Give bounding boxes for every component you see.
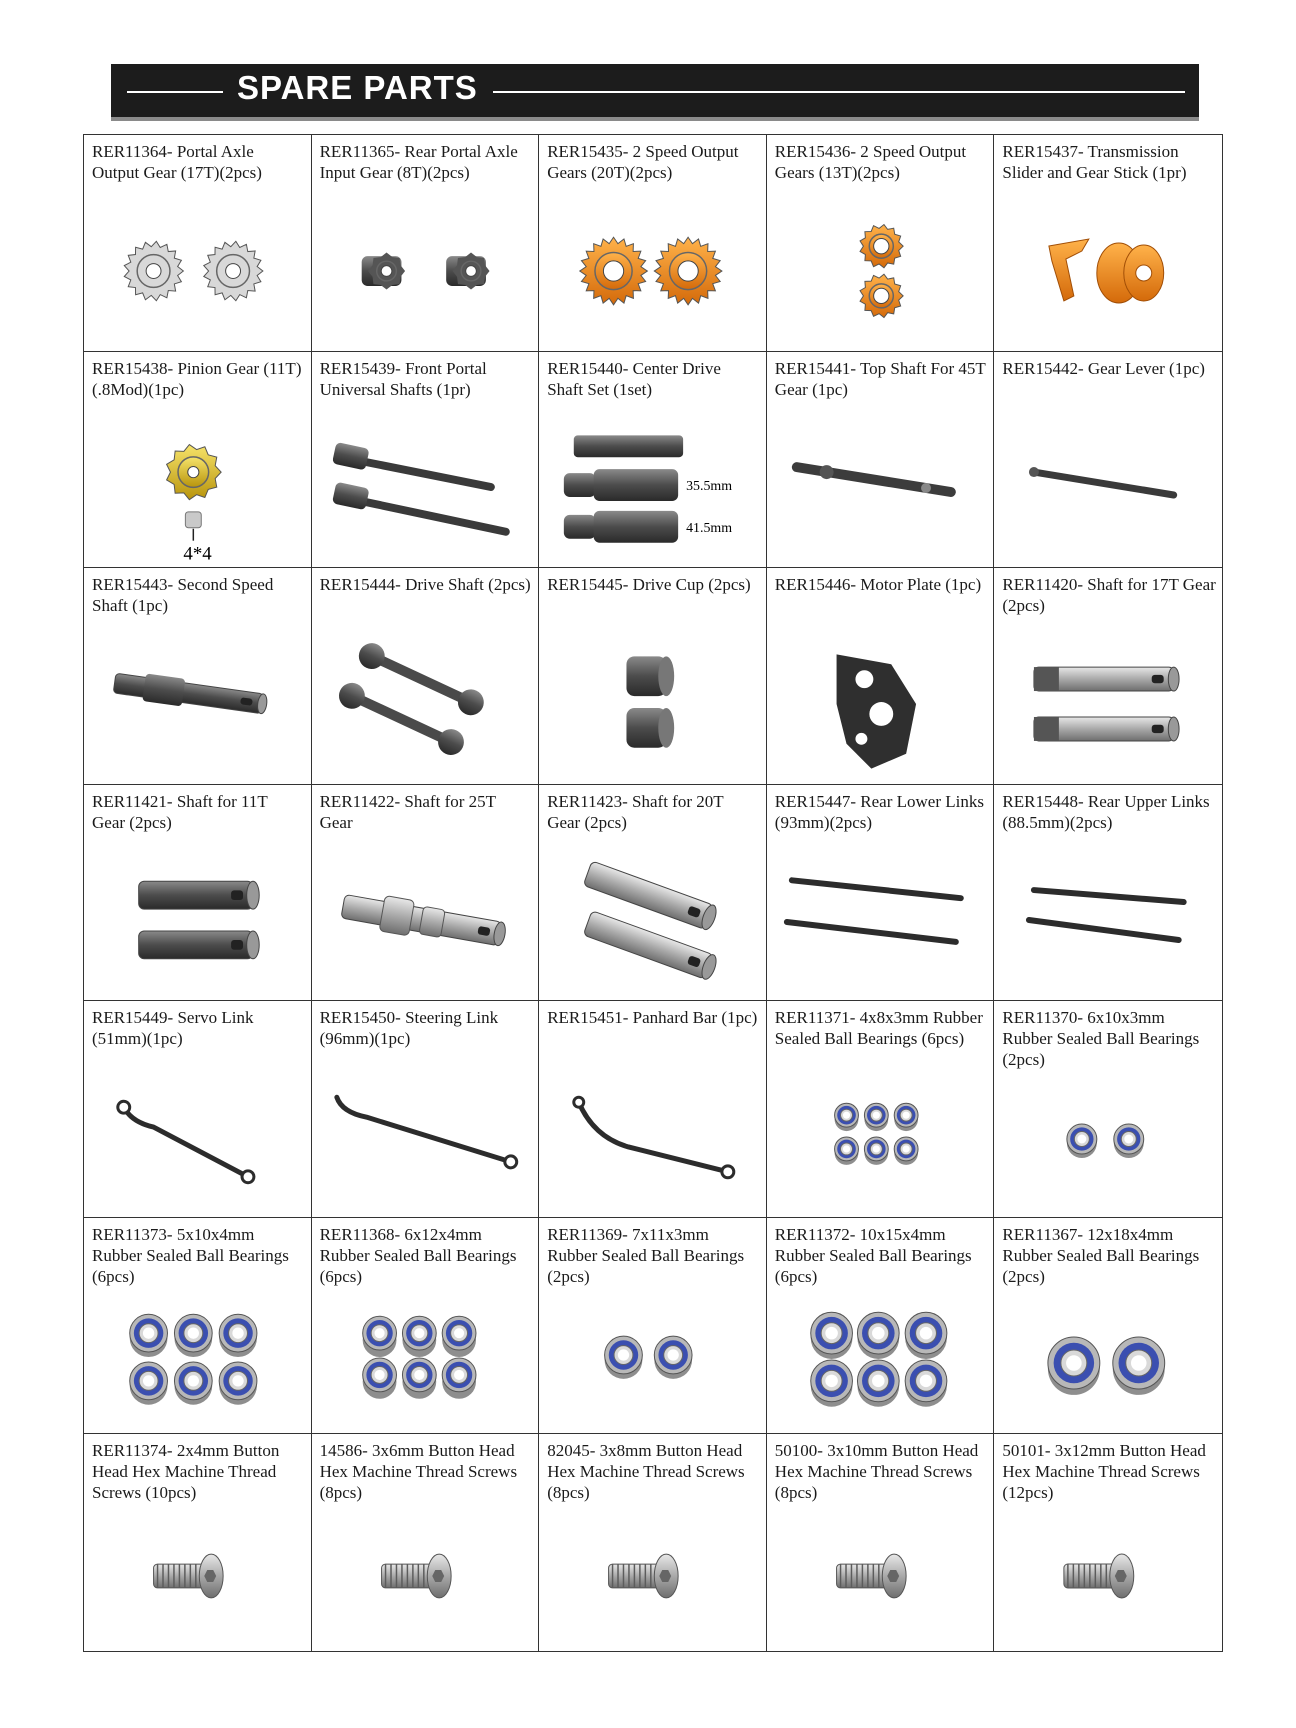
part-label: 14586- 3x6mm Button Head Hex Machine Thread Screws (8pcs) <box>319 1441 518 1503</box>
part-label: RER11364- Portal Axle Output Gear (17T)(2pcs) <box>92 142 262 182</box>
part-label: RER15446- Motor Plate (1pc) <box>774 575 982 595</box>
dogbone-drive-shaft-pair-icon <box>312 634 539 784</box>
part-cell <box>767 568 995 785</box>
part-cell <box>84 135 312 352</box>
part-cell <box>84 568 312 785</box>
steering-link-icon <box>312 1067 539 1217</box>
part-cell <box>539 1218 767 1435</box>
bearing-set-6-icon <box>84 1283 311 1433</box>
center-drive-shaft-set-icon <box>539 417 766 567</box>
part-cell <box>312 1434 540 1651</box>
part-cell <box>539 135 767 352</box>
part-cell <box>312 1218 540 1435</box>
part-label: RER15438- Pinion Gear (11T)(.8Mod)(1pc) <box>92 358 302 399</box>
page-title: SPARE PARTS <box>237 69 478 106</box>
part-label: RER15450- Steering Link (96mm)(1pc) <box>319 1008 499 1049</box>
part-label: RER15442- Gear Lever (1pc) <box>1002 358 1205 378</box>
motor-plate-icon <box>767 634 994 784</box>
part-label: RER15449- Servo Link (51mm)(1pc) <box>92 1008 254 1049</box>
part-cell <box>84 785 312 1002</box>
link-pair-short-icon <box>994 850 1222 1000</box>
part-label: RER15439- Front Portal Universal Shafts (1pr) <box>319 358 487 399</box>
part-label: RER11422- Shaft for 25T Gear <box>319 791 496 832</box>
silver-gear-pair-icon <box>84 201 311 351</box>
part-label: RER11421- Shaft for 11T Gear (2pcs) <box>92 791 268 832</box>
part-cell <box>312 135 540 352</box>
bearing-set-2-large-icon <box>994 1283 1222 1433</box>
spare-parts-banner <box>111 64 1199 117</box>
part-label: RER11370- 6x10x3mm Rubber Sealed Ball Bearings (2pcs) <box>1002 1008 1200 1070</box>
parts-grid <box>83 134 1223 1652</box>
part-label: RER15435- 2 Speed Output Gears (20T)(2pcs) <box>547 142 739 182</box>
bearing-set-6-thick-icon <box>312 1283 539 1433</box>
part-label: RER15436- 2 Speed Output Gears (13T)(2pcs) <box>774 142 967 182</box>
dark-shaft-pair-icon <box>84 850 311 1000</box>
button-head-screw-icon <box>84 1501 311 1651</box>
part-cell <box>994 1434 1222 1651</box>
bearing-set-6-large-icon <box>767 1283 994 1433</box>
part-label: RER15444- Drive Shaft (2pcs) <box>319 575 531 595</box>
part-cell <box>994 785 1222 1002</box>
button-head-screw-icon <box>767 1501 994 1651</box>
part-cell <box>767 1001 995 1218</box>
part-cell <box>994 1001 1222 1218</box>
part-label: RER11367- 12x18x4mm Rubber Sealed Ball Bearings (2pcs) <box>1002 1224 1200 1286</box>
part-label: RER11373- 5x10x4mm Rubber Sealed Ball Bearings (6pcs) <box>92 1224 289 1286</box>
part-cell <box>84 1001 312 1218</box>
link-pair-long-icon <box>767 850 994 1000</box>
part-cell <box>994 568 1222 785</box>
part-cell <box>767 1434 995 1651</box>
part-label: RER11374- 2x4mm Button Head Hex Machine Thread Screws (10pcs) <box>92 1441 280 1503</box>
panhard-bar-icon <box>539 1067 766 1217</box>
button-head-screw-icon <box>539 1501 766 1651</box>
part-cell <box>312 568 540 785</box>
gear-lever-icon <box>994 417 1222 567</box>
part-label: 50100- 3x10mm Button Head Hex Machine Thread Screws (8pcs) <box>774 1441 979 1503</box>
part-cell <box>767 352 995 569</box>
second-speed-shaft-icon <box>84 634 311 784</box>
dark-gear-pair-icon <box>312 201 539 351</box>
part-label: 82045- 3x8mm Button Head Hex Machine Thread Screws (8pcs) <box>547 1441 745 1503</box>
part-cell <box>539 785 767 1002</box>
silver-stepped-shaft-icon <box>312 850 539 1000</box>
part-label: RER11368- 6x12x4mm Rubber Sealed Ball Bearings (6pcs) <box>319 1224 517 1286</box>
part-cell <box>84 352 312 569</box>
part-label: RER15451- Panhard Bar (1pc) <box>547 1008 758 1028</box>
bearing-set-2-icon <box>539 1283 766 1433</box>
part-cell <box>84 1218 312 1435</box>
part-label: 50101- 3x12mm Button Head Hex Machine Thread Screws (12pcs) <box>1002 1441 1206 1503</box>
part-label: RER11420- Shaft for 17T Gear (2pcs) <box>1002 575 1216 616</box>
button-head-screw-icon <box>312 1501 539 1651</box>
dimension-label: 41.5mm <box>686 520 733 536</box>
orange-gear-pair-icon <box>539 201 766 351</box>
part-cell <box>539 1001 767 1218</box>
part-cell <box>84 1434 312 1651</box>
bearing-set-2-small-icon <box>994 1067 1222 1217</box>
part-cell <box>994 1218 1222 1435</box>
part-cell <box>767 135 995 352</box>
silver-shaft-pair-icon <box>994 634 1222 784</box>
orange-small-gear-stack-icon <box>767 201 994 351</box>
banner-rule-left <box>127 91 223 93</box>
part-label: RER11423- Shaft for 20T Gear (2pcs) <box>547 791 724 832</box>
part-label: RER11369- 7x11x3mm Rubber Sealed Ball Bearings (2pcs) <box>547 1224 745 1286</box>
part-label: RER11365- Rear Portal Axle Input Gear (8T)(2pcs) <box>319 142 518 182</box>
part-cell <box>539 352 767 569</box>
part-label: RER15443- Second Speed Shaft (1pc) <box>92 575 274 616</box>
part-cell <box>539 1434 767 1651</box>
part-cell <box>767 785 995 1002</box>
button-head-screw-icon <box>994 1501 1222 1651</box>
part-cell <box>312 352 540 569</box>
part-cell <box>312 785 540 1002</box>
top-shaft-icon <box>767 417 994 567</box>
size-note: 4*4 <box>183 543 212 565</box>
gold-pinion-gear-icon <box>84 417 311 567</box>
part-label: RER15441- Top Shaft For 45T Gear (1pc) <box>774 358 986 399</box>
part-cell <box>539 568 767 785</box>
part-label: RER15445- Drive Cup (2pcs) <box>547 575 751 595</box>
dimension-label: 35.5mm <box>686 479 733 495</box>
part-cell <box>767 1218 995 1435</box>
part-cell <box>994 135 1222 352</box>
part-label: RER15448- Rear Upper Links (88.5mm)(2pcs) <box>1002 791 1210 832</box>
part-label: RER15440- Center Drive Shaft Set (1set) <box>547 358 721 399</box>
part-cell <box>312 1001 540 1218</box>
silver-pin-pair-icon <box>539 850 766 1000</box>
part-label: RER11371- 4x8x3mm Rubber Sealed Ball Bearings (6pcs) <box>774 1008 983 1049</box>
part-label: RER11372- 10x15x4mm Rubber Sealed Ball Bearings (6pcs) <box>774 1224 972 1286</box>
part-cell <box>994 352 1222 569</box>
banner-rule-right <box>493 91 1185 93</box>
universal-shaft-pair-icon <box>312 417 539 567</box>
bearing-set-6-small-icon <box>767 1067 994 1217</box>
part-label: RER15447- Rear Lower Links (93mm)(2pcs) <box>774 791 984 832</box>
drive-cup-pair-icon <box>539 634 766 784</box>
servo-link-icon <box>84 1067 311 1217</box>
orange-slider-and-stick-icon <box>994 201 1222 351</box>
part-label: RER15437- Transmission Slider and Gear Stick (1pr) <box>1002 142 1187 182</box>
